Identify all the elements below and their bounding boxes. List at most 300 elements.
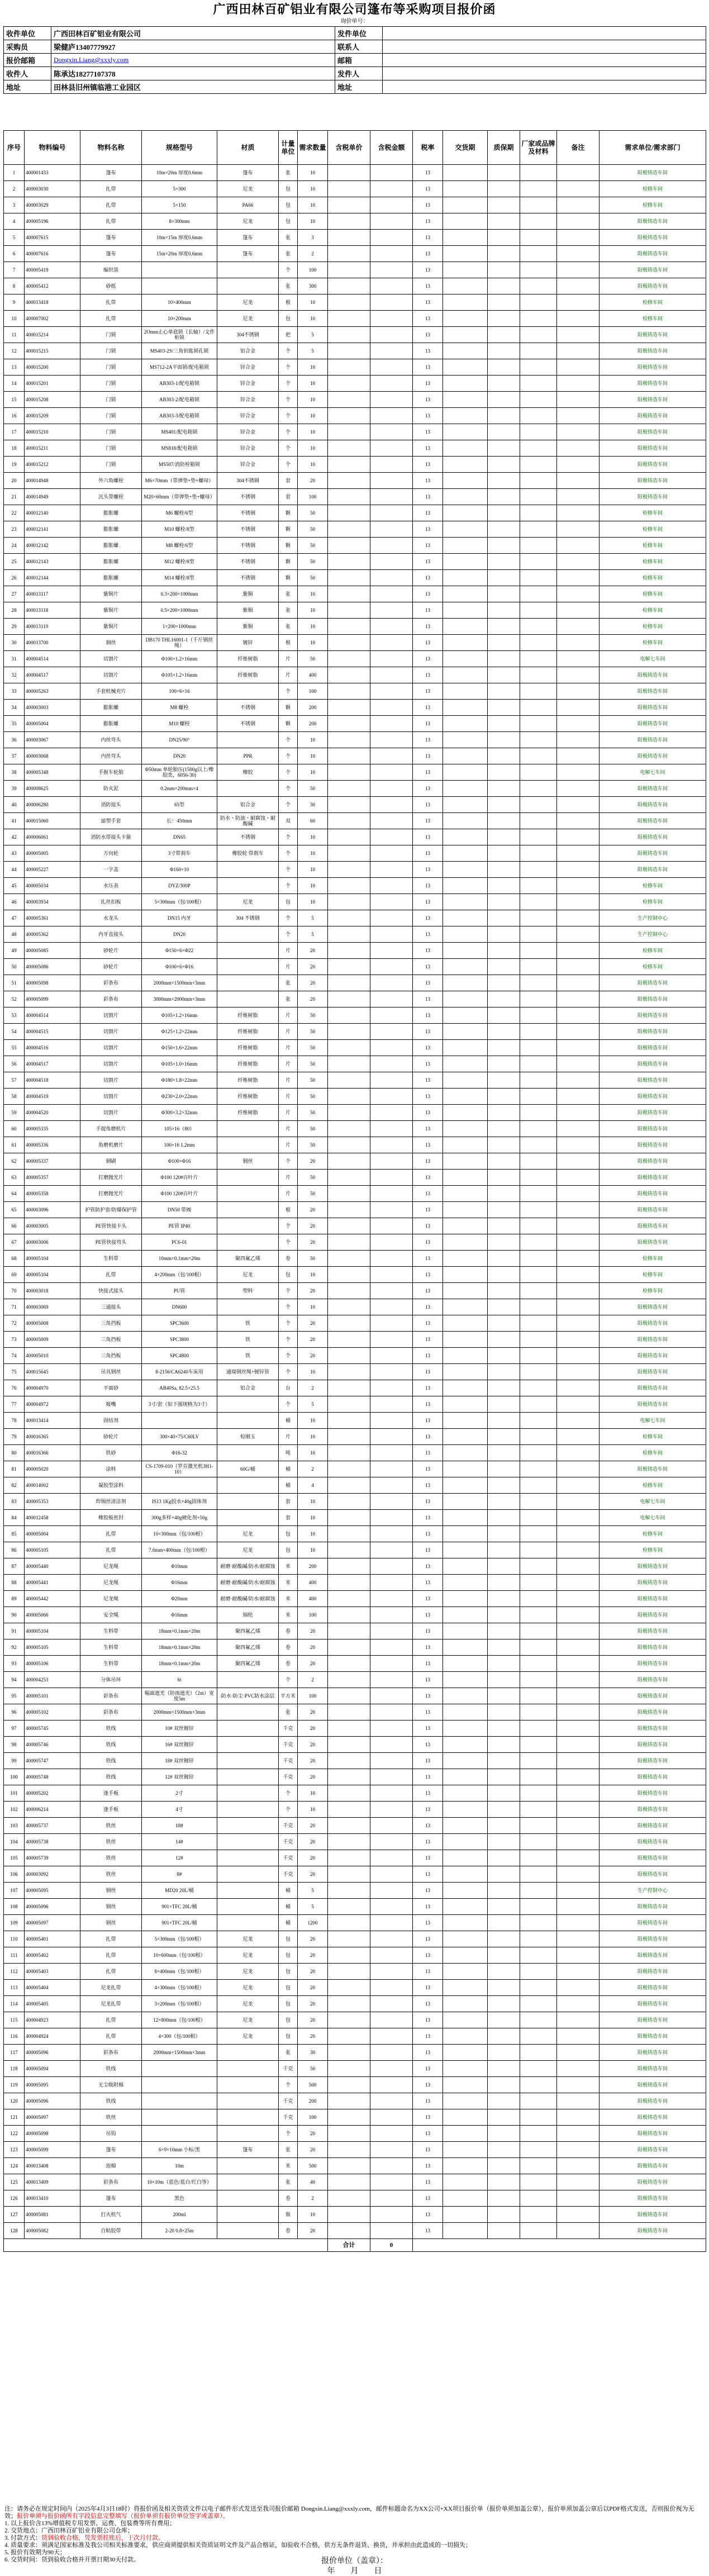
table-cell[interactable] <box>443 1283 488 1299</box>
table-cell[interactable] <box>520 1542 557 1558</box>
table-cell[interactable] <box>443 1672 488 1688</box>
table-cell[interactable] <box>443 1413 488 1429</box>
table-cell[interactable] <box>557 343 599 359</box>
table-cell[interactable] <box>328 1024 370 1040</box>
table-cell[interactable] <box>488 1947 520 1964</box>
table-cell[interactable] <box>557 1153 599 1170</box>
table-cell[interactable] <box>328 1170 370 1186</box>
sender-value[interactable] <box>383 27 706 40</box>
table-cell[interactable] <box>370 1040 413 1056</box>
table-cell[interactable] <box>370 813 413 829</box>
table-cell[interactable] <box>370 213 413 230</box>
table-cell[interactable] <box>520 165 557 181</box>
table-cell[interactable] <box>557 1737 599 1753</box>
table-cell[interactable] <box>520 1558 557 1575</box>
table-cell[interactable] <box>370 829 413 845</box>
table-cell[interactable] <box>370 1737 413 1753</box>
table-cell[interactable] <box>370 1056 413 1072</box>
table-cell[interactable] <box>370 1510 413 1526</box>
table-cell[interactable] <box>443 376 488 392</box>
table-cell[interactable] <box>557 1072 599 1089</box>
table-cell[interactable] <box>443 1186 488 1202</box>
table-cell[interactable] <box>443 1056 488 1072</box>
table-cell[interactable] <box>557 1850 599 1866</box>
table-cell[interactable] <box>557 991 599 1007</box>
table-cell[interactable] <box>370 845 413 862</box>
table-cell[interactable] <box>328 1153 370 1170</box>
table-cell[interactable] <box>370 570 413 586</box>
table-cell[interactable] <box>557 1089 599 1105</box>
table-cell[interactable] <box>520 1834 557 1850</box>
table-cell[interactable] <box>443 975 488 991</box>
table-cell[interactable] <box>370 1996 413 2012</box>
table-cell[interactable] <box>370 586 413 602</box>
table-cell[interactable] <box>443 1170 488 1186</box>
table-cell[interactable] <box>370 246 413 262</box>
table-cell[interactable] <box>520 959 557 975</box>
table-cell[interactable] <box>488 1850 520 1866</box>
table-cell[interactable] <box>488 813 520 829</box>
table-cell[interactable] <box>520 975 557 991</box>
table-cell[interactable] <box>488 457 520 473</box>
table-cell[interactable] <box>557 311 599 327</box>
table-cell[interactable] <box>370 1218 413 1234</box>
table-cell[interactable] <box>443 473 488 489</box>
table-cell[interactable] <box>370 1591 413 1607</box>
table-cell[interactable] <box>328 1802 370 1818</box>
table-cell[interactable] <box>557 1883 599 1899</box>
table-cell[interactable] <box>370 1007 413 1024</box>
table-cell[interactable] <box>520 635 557 651</box>
table-cell[interactable] <box>557 392 599 408</box>
table-cell[interactable] <box>443 1494 488 1510</box>
table-cell[interactable] <box>488 1089 520 1105</box>
table-cell[interactable] <box>443 1299 488 1315</box>
table-cell[interactable] <box>370 1494 413 1510</box>
table-cell[interactable] <box>557 1364 599 1380</box>
table-cell[interactable] <box>443 521 488 538</box>
table-cell[interactable] <box>488 230 520 246</box>
table-cell[interactable] <box>328 2174 370 2190</box>
table-cell[interactable] <box>443 1737 488 1753</box>
table-cell[interactable] <box>370 1283 413 1299</box>
table-cell[interactable] <box>443 197 488 213</box>
table-cell[interactable] <box>557 797 599 813</box>
table-cell[interactable] <box>557 1218 599 1234</box>
table-cell[interactable] <box>443 878 488 894</box>
table-cell[interactable] <box>443 1332 488 1348</box>
table-cell[interactable] <box>488 683 520 700</box>
table-cell[interactable] <box>443 926 488 943</box>
table-cell[interactable] <box>557 1413 599 1429</box>
table-cell[interactable] <box>557 1267 599 1283</box>
table-cell[interactable] <box>488 1899 520 1915</box>
table-cell[interactable] <box>520 1785 557 1802</box>
table-cell[interactable] <box>328 1915 370 1931</box>
table-cell[interactable] <box>488 376 520 392</box>
table-cell[interactable] <box>370 1348 413 1364</box>
table-cell[interactable] <box>557 602 599 619</box>
table-cell[interactable] <box>488 1332 520 1348</box>
table-cell[interactable] <box>370 910 413 926</box>
table-cell[interactable] <box>520 1251 557 1267</box>
table-cell[interactable] <box>443 2126 488 2142</box>
table-cell[interactable] <box>557 1007 599 1024</box>
table-cell[interactable] <box>443 716 488 732</box>
table-cell[interactable] <box>557 2045 599 2061</box>
table-cell[interactable] <box>488 165 520 181</box>
table-cell[interactable] <box>488 700 520 716</box>
table-cell[interactable] <box>328 943 370 959</box>
table-cell[interactable] <box>520 943 557 959</box>
table-cell[interactable] <box>488 1688 520 1704</box>
table-cell[interactable] <box>370 1558 413 1575</box>
table-cell[interactable] <box>557 2142 599 2158</box>
table-cell[interactable] <box>557 716 599 732</box>
table-cell[interactable] <box>520 1186 557 1202</box>
table-cell[interactable] <box>520 1980 557 1996</box>
table-cell[interactable] <box>443 635 488 651</box>
table-cell[interactable] <box>443 2174 488 2190</box>
table-cell[interactable] <box>328 1121 370 1137</box>
table-cell[interactable] <box>557 2190 599 2207</box>
table-cell[interactable] <box>520 1170 557 1186</box>
table-cell[interactable] <box>370 1153 413 1170</box>
table-cell[interactable] <box>488 1785 520 1802</box>
table-cell[interactable] <box>443 1396 488 1413</box>
table-cell[interactable] <box>520 1218 557 1234</box>
contact-value[interactable] <box>383 40 706 54</box>
table-cell[interactable] <box>520 1802 557 1818</box>
table-cell[interactable] <box>370 797 413 813</box>
table-cell[interactable] <box>443 1785 488 1802</box>
table-cell[interactable] <box>370 1704 413 1720</box>
table-cell[interactable] <box>488 246 520 262</box>
table-cell[interactable] <box>557 1639 599 1656</box>
table-cell[interactable] <box>520 894 557 910</box>
table-cell[interactable] <box>488 1704 520 1720</box>
table-cell[interactable] <box>370 1380 413 1396</box>
table-cell[interactable] <box>443 845 488 862</box>
table-cell[interactable] <box>557 1445 599 1461</box>
table-cell[interactable] <box>328 2012 370 2028</box>
table-cell[interactable] <box>557 1980 599 1996</box>
table-cell[interactable] <box>520 2207 557 2223</box>
table-cell[interactable] <box>488 1202 520 1218</box>
table-cell[interactable] <box>370 1170 413 1186</box>
table-cell[interactable] <box>520 716 557 732</box>
table-cell[interactable] <box>328 1332 370 1348</box>
table-cell[interactable] <box>520 1299 557 1315</box>
table-cell[interactable] <box>488 1299 520 1315</box>
table-cell[interactable] <box>328 554 370 570</box>
table-cell[interactable] <box>443 1915 488 1931</box>
table-cell[interactable] <box>328 473 370 489</box>
table-cell[interactable] <box>520 1007 557 1024</box>
table-cell[interactable] <box>488 294 520 311</box>
table-cell[interactable] <box>520 619 557 635</box>
table-cell[interactable] <box>520 554 557 570</box>
table-cell[interactable] <box>488 1672 520 1688</box>
table-cell[interactable] <box>557 1704 599 1720</box>
table-cell[interactable] <box>520 294 557 311</box>
table-cell[interactable] <box>557 538 599 554</box>
table-cell[interactable] <box>520 262 557 278</box>
table-cell[interactable] <box>488 473 520 489</box>
table-cell[interactable] <box>488 1477 520 1494</box>
table-cell[interactable] <box>328 213 370 230</box>
table-cell[interactable] <box>328 878 370 894</box>
table-cell[interactable] <box>370 1299 413 1315</box>
table-cell[interactable] <box>520 1267 557 1283</box>
table-cell[interactable] <box>328 278 370 294</box>
table-cell[interactable] <box>443 1137 488 1153</box>
table-cell[interactable] <box>443 1704 488 1720</box>
table-cell[interactable] <box>328 894 370 910</box>
table-cell[interactable] <box>557 1964 599 1980</box>
table-cell[interactable] <box>557 2012 599 2028</box>
table-cell[interactable] <box>520 1915 557 1931</box>
table-cell[interactable] <box>488 862 520 878</box>
table-cell[interactable] <box>443 2190 488 2207</box>
table-cell[interactable] <box>370 894 413 910</box>
table-cell[interactable] <box>520 1283 557 1299</box>
table-cell[interactable] <box>443 1996 488 2012</box>
table-cell[interactable] <box>443 554 488 570</box>
table-cell[interactable] <box>328 1105 370 1121</box>
table-cell[interactable] <box>520 764 557 781</box>
table-cell[interactable] <box>557 505 599 521</box>
table-cell[interactable] <box>557 197 599 213</box>
table-cell[interactable] <box>557 1299 599 1315</box>
table-cell[interactable] <box>520 1056 557 1072</box>
table-cell[interactable] <box>370 1089 413 1105</box>
table-cell[interactable] <box>488 910 520 926</box>
table-cell[interactable] <box>443 181 488 197</box>
table-cell[interactable] <box>520 1510 557 1526</box>
table-cell[interactable] <box>328 311 370 327</box>
table-cell[interactable] <box>520 1866 557 1883</box>
table-cell[interactable] <box>370 862 413 878</box>
table-cell[interactable] <box>488 1542 520 1558</box>
table-cell[interactable] <box>443 2142 488 2158</box>
table-cell[interactable] <box>488 1591 520 1607</box>
table-cell[interactable] <box>520 2012 557 2028</box>
table-cell[interactable] <box>443 1639 488 1656</box>
table-cell[interactable] <box>557 1834 599 1850</box>
table-cell[interactable] <box>488 1964 520 1980</box>
table-cell[interactable] <box>370 1769 413 1785</box>
table-cell[interactable] <box>488 2142 520 2158</box>
table-cell[interactable] <box>443 2207 488 2223</box>
table-cell[interactable] <box>557 829 599 845</box>
table-cell[interactable] <box>328 1639 370 1656</box>
table-cell[interactable] <box>557 813 599 829</box>
table-cell[interactable] <box>520 1623 557 1639</box>
table-cell[interactable] <box>370 602 413 619</box>
table-cell[interactable] <box>443 1964 488 1980</box>
table-cell[interactable] <box>557 667 599 683</box>
table-cell[interactable] <box>328 359 370 376</box>
table-cell[interactable] <box>520 1964 557 1980</box>
table-cell[interactable] <box>328 1883 370 1899</box>
table-cell[interactable] <box>443 392 488 408</box>
table-cell[interactable] <box>520 1769 557 1785</box>
table-cell[interactable] <box>557 1202 599 1218</box>
table-cell[interactable] <box>328 457 370 473</box>
table-cell[interactable] <box>488 1769 520 1785</box>
table-cell[interactable] <box>520 602 557 619</box>
table-cell[interactable] <box>370 489 413 505</box>
table-cell[interactable] <box>443 894 488 910</box>
table-cell[interactable] <box>520 2093 557 2109</box>
table-cell[interactable] <box>520 845 557 862</box>
table-cell[interactable] <box>520 473 557 489</box>
table-cell[interactable] <box>488 1040 520 1056</box>
table-cell[interactable] <box>370 1186 413 1202</box>
table-cell[interactable] <box>443 813 488 829</box>
table-cell[interactable] <box>328 1607 370 1623</box>
table-cell[interactable] <box>370 1137 413 1153</box>
table-cell[interactable] <box>328 1996 370 2012</box>
table-cell[interactable] <box>370 392 413 408</box>
table-cell[interactable] <box>443 1980 488 1996</box>
table-cell[interactable] <box>488 1267 520 1283</box>
table-cell[interactable] <box>557 1526 599 1542</box>
table-cell[interactable] <box>488 197 520 213</box>
table-cell[interactable] <box>370 764 413 781</box>
table-cell[interactable] <box>488 1753 520 1769</box>
table-cell[interactable] <box>328 1866 370 1883</box>
table-cell[interactable] <box>370 878 413 894</box>
table-cell[interactable] <box>443 1753 488 1769</box>
table-cell[interactable] <box>557 2223 599 2239</box>
table-cell[interactable] <box>520 2077 557 2093</box>
table-cell[interactable] <box>370 440 413 457</box>
table-cell[interactable] <box>328 683 370 700</box>
table-cell[interactable] <box>520 1153 557 1170</box>
table-cell[interactable] <box>328 700 370 716</box>
table-cell[interactable] <box>520 2223 557 2239</box>
table-cell[interactable] <box>488 213 520 230</box>
table-cell[interactable] <box>557 262 599 278</box>
table-cell[interactable] <box>370 1818 413 1834</box>
table-cell[interactable] <box>370 1121 413 1137</box>
table-cell[interactable] <box>443 1575 488 1591</box>
table-cell[interactable] <box>328 1283 370 1299</box>
table-cell[interactable] <box>370 635 413 651</box>
table-cell[interactable] <box>557 1720 599 1737</box>
table-cell[interactable] <box>488 327 520 343</box>
table-cell[interactable] <box>443 2012 488 2028</box>
table-cell[interactable] <box>443 311 488 327</box>
table-cell[interactable] <box>557 651 599 667</box>
table-cell[interactable] <box>328 781 370 797</box>
table-cell[interactable] <box>488 732 520 748</box>
table-cell[interactable] <box>520 1720 557 1737</box>
table-cell[interactable] <box>557 1785 599 1802</box>
table-cell[interactable] <box>443 1040 488 1056</box>
table-cell[interactable] <box>443 457 488 473</box>
table-cell[interactable] <box>557 1607 599 1623</box>
table-cell[interactable] <box>328 408 370 424</box>
table-cell[interactable] <box>370 1753 413 1769</box>
table-cell[interactable] <box>520 1332 557 1348</box>
table-cell[interactable] <box>370 1915 413 1931</box>
table-cell[interactable] <box>557 278 599 294</box>
table-cell[interactable] <box>488 781 520 797</box>
table-cell[interactable] <box>488 2077 520 2093</box>
table-cell[interactable] <box>520 732 557 748</box>
table-cell[interactable] <box>557 1461 599 1477</box>
table-cell[interactable] <box>557 181 599 197</box>
table-cell[interactable] <box>443 586 488 602</box>
table-cell[interactable] <box>328 1461 370 1477</box>
table-cell[interactable] <box>488 1656 520 1672</box>
table-cell[interactable] <box>370 1526 413 1542</box>
table-cell[interactable] <box>557 376 599 392</box>
table-cell[interactable] <box>557 1024 599 1040</box>
table-cell[interactable] <box>443 829 488 845</box>
table-cell[interactable] <box>520 1072 557 1089</box>
table-cell[interactable] <box>488 2174 520 2190</box>
table-cell[interactable] <box>328 1348 370 1364</box>
table-cell[interactable] <box>328 1575 370 1591</box>
table-cell[interactable] <box>488 1056 520 1072</box>
table-cell[interactable] <box>443 2093 488 2109</box>
table-cell[interactable] <box>443 1818 488 1834</box>
table-cell[interactable] <box>370 926 413 943</box>
table-cell[interactable] <box>488 2028 520 2045</box>
table-cell[interactable] <box>557 327 599 343</box>
table-cell[interactable] <box>370 1980 413 1996</box>
table-cell[interactable] <box>443 2109 488 2126</box>
table-cell[interactable] <box>370 1850 413 1866</box>
table-cell[interactable] <box>328 764 370 781</box>
table-cell[interactable] <box>370 230 413 246</box>
table-cell[interactable] <box>443 538 488 554</box>
table-cell[interactable] <box>443 1315 488 1332</box>
table-cell[interactable] <box>520 1947 557 1964</box>
table-cell[interactable] <box>520 1315 557 1332</box>
table-cell[interactable] <box>370 1202 413 1218</box>
table-cell[interactable] <box>370 1267 413 1283</box>
table-cell[interactable] <box>443 1153 488 1170</box>
table-cell[interactable] <box>557 683 599 700</box>
table-cell[interactable] <box>488 1494 520 1510</box>
table-cell[interactable] <box>370 1866 413 1883</box>
table-cell[interactable] <box>443 1202 488 1218</box>
table-cell[interactable] <box>370 1396 413 1413</box>
table-cell[interactable] <box>328 392 370 408</box>
table-cell[interactable] <box>557 1542 599 1558</box>
table-cell[interactable] <box>520 424 557 440</box>
table-cell[interactable] <box>557 1105 599 1121</box>
table-cell[interactable] <box>488 505 520 521</box>
table-cell[interactable] <box>443 1883 488 1899</box>
table-cell[interactable] <box>328 1526 370 1542</box>
table-cell[interactable] <box>557 1186 599 1202</box>
table-cell[interactable] <box>370 1834 413 1850</box>
table-cell[interactable] <box>488 311 520 327</box>
table-cell[interactable] <box>370 1105 413 1121</box>
table-cell[interactable] <box>370 1883 413 1899</box>
table-cell[interactable] <box>328 1137 370 1153</box>
table-cell[interactable] <box>520 489 557 505</box>
table-cell[interactable] <box>520 246 557 262</box>
table-cell[interactable] <box>370 197 413 213</box>
table-cell[interactable] <box>488 1348 520 1364</box>
